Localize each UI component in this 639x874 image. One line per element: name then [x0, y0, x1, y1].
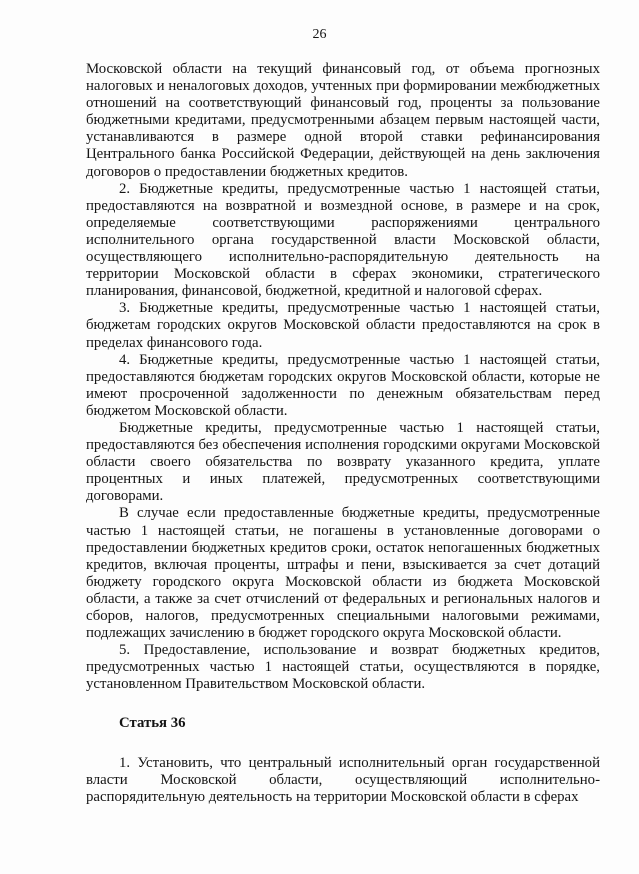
paragraph-part-4: 4. Бюджетные кредиты, предусмотренные частью 1 настоящей статьи, предоставляются бюджетам городских округов Московской области, которые не имеют просроченной задолженности по денежным обязательствам перед бюджетом Московской области. [86, 351, 600, 419]
paragraph-article-36-part-1: 1. Установить, что центральный исполнительный орган государственной власти Московской области, осуществляющий исполнительно-распорядительную деятельность на территории Московской области в сферах [86, 754, 600, 805]
paragraph-part-3: 3. Бюджетные кредиты, предусмотренные частью 1 настоящей статьи, бюджетам городских округов Московской области предоставляются на срок в пределах финансового года. [86, 300, 600, 351]
article-heading: Статья 36 [119, 715, 186, 732]
paragraph-part-2: 2. Бюджетные кредиты, предусмотренные частью 1 настоящей статьи, предоставляются на возвратной и возмездной основе, в размере и на срок, определяемые соответствующими распоряжениями центрального исполнительного органа государственной власти Московской области, осуществляющего исполнительно-распорядительную деятельность на территории Московской области в сферах экономики, стратегического планирования, финансовой, бюджетной, кредитной и налоговой сферах. [86, 180, 600, 300]
paragraph-part-5: 5. Предоставление, использование и возврат бюджетных кредитов, предусмотренных частью 1 настоящей статьи, осуществляются в порядке, установленном Правительством Московской области. [86, 642, 600, 693]
document-body [86, 61, 600, 806]
paragraph-part-4-cont-a: Бюджетные кредиты, предусмотренные частью 1 настоящей статьи, предоставляются без обеспечения исполнения городскими округами Московской области своего обязательства по возврату указанного кредита, уплате процентных и иных платежей, предусмотренных соответствующими договорами. [86, 419, 600, 505]
paragraph-continuation: Московской области на текущий финансовый год, от объема прогнозных налоговых и неналоговых доходов, учтенных при формировании межбюджетных отношений на соответствующий финансовый год, проценты за пользование бюджетными кредитами, предусмотренными абзацем первым настоящей части, устанавливаются в размере одной второй ставки рефинансирования Центрального банка Российской Федерации, действующей на день заключения договоров о предоставлении бюджетных кредитов. [86, 61, 600, 180]
page-number: 26 [312, 27, 327, 42]
paragraph-part-4-cont-b: В случае если предоставленные бюджетные кредиты, предусмотренные частью 1 настоящей статьи, не погашены в установленные договорами о предоставлении бюджетных кредитов сроки, остаток непогашенных бюджетных кредитов, включая проценты, штрафы и пени, взыскивается за счет дотаций бюджету городского округа Московской области из бюджета Московской области, а также за счет отчислений от федеральных и региональных налогов и сборов, налогов, предусмотренных специальными налоговыми режимами, подлежащих зачислению в бюджет городского округа Московской области. [86, 505, 600, 642]
